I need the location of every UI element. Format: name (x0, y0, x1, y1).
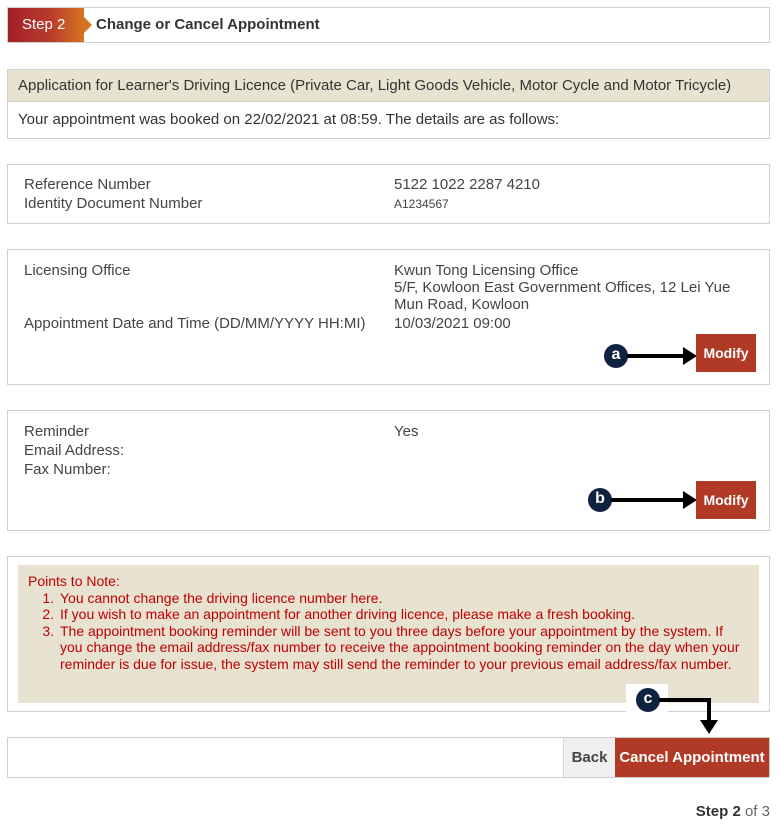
notes-list (28, 590, 749, 673)
step-counter-prefix: Step (695, 803, 729, 820)
identity-panel (7, 164, 770, 224)
reminder-panel (7, 410, 770, 531)
reference-number-label: Reference Number (24, 176, 151, 193)
annotation-arrowhead-c (700, 720, 718, 734)
appointment-panel (7, 249, 770, 385)
booking-info-text: Your appointment was booked on 22/02/2021 at 08:59. The details are as follows: (18, 111, 560, 128)
appointment-datetime-value: 10/03/2021 09:00 (394, 315, 511, 332)
reminder-value: Yes (394, 423, 419, 440)
modify-appointment-button[interactable]: Modify (696, 334, 756, 372)
step-counter-total: 3 (761, 803, 770, 820)
licensing-office-address-line1: 5/F, Kowloon East Government Offices, 12 Lei Yue (394, 279, 731, 296)
annotation-marker-c: c (636, 688, 660, 712)
back-button[interactable]: Back (563, 738, 615, 777)
annotation-marker-a: a (604, 344, 628, 368)
reference-number-value: 5122 1022 2287 4210 (394, 176, 540, 193)
annotation-arrowhead-a (683, 347, 697, 365)
step-counter-current: 2 (732, 803, 741, 820)
licensing-office-address-line2: Mun Road, Kowloon (394, 296, 530, 313)
annotation-marker-b: b (588, 488, 612, 512)
licensing-office-label: Licensing Office (24, 262, 131, 279)
application-box (7, 69, 770, 139)
licensing-office-name: Kwun Tong Licensing Office (394, 262, 579, 279)
step-counter (696, 803, 770, 820)
cancel-appointment-button[interactable]: Cancel Appointment (615, 738, 769, 777)
step-counter-of: of (744, 803, 758, 820)
identity-document-label: Identity Document Number (24, 195, 203, 212)
email-address-label: Email Address: (24, 442, 125, 459)
annotation-arrow-c-horizontal (659, 698, 711, 702)
note-item: 2. If you wish to make an appointment for another driving licence, please make a fresh booking. (58, 606, 749, 623)
annotation-arrow-c-vertical (707, 698, 711, 722)
notes-heading: Points to Note: (28, 573, 120, 589)
identity-document-value: A1234567 (394, 197, 449, 211)
footer-action-bar (7, 737, 770, 778)
application-title: Application for Learner's Driving Licence (Private Car, Light Goods Vehicle, Motor Cycle and Motor Tricycle) (8, 70, 769, 102)
annotation-arrow-b (611, 498, 685, 502)
appointment-datetime-label: Appointment Date and Time (DD/MM/YYYY HH:MI) (24, 315, 366, 332)
step-badge: Step 2 (8, 8, 84, 42)
step-badge-arrow (84, 17, 92, 33)
annotation-arrow-a (627, 354, 685, 358)
page-title: Change or Cancel Appointment (96, 16, 320, 33)
points-to-note (18, 565, 759, 703)
modify-reminder-button[interactable]: Modify (696, 481, 756, 519)
note-item: 1. You cannot change the driving licence number here. (58, 590, 749, 607)
fax-number-label: Fax Number: (24, 461, 111, 478)
annotation-arrowhead-b (683, 491, 697, 509)
note-item: 3. The appointment booking reminder will be sent to you three days before your appointment by the system. If you change the email address/fax number to receive the appointment booking reminder on the day when your reminder is due for issue, the system may still send the reminder to your previous email address/fax number. (58, 623, 749, 673)
reminder-label: Reminder (24, 423, 90, 440)
step-header (7, 7, 770, 43)
